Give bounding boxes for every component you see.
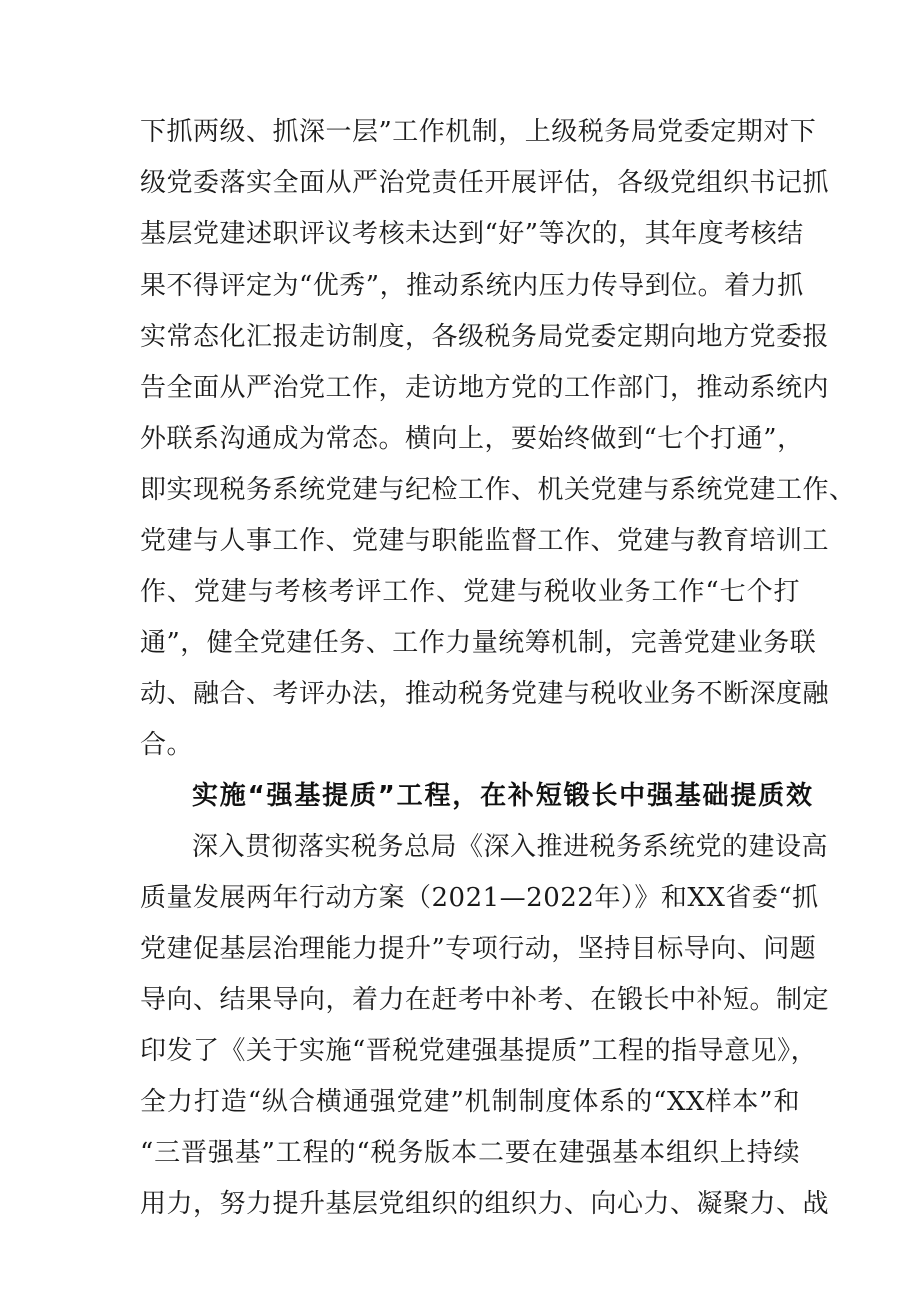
paragraph-1-line-10: 作、党建与考核考评工作、党建与税收业务工作“七个打 <box>140 577 800 607</box>
paragraph-1-line-4: 果不得评定为“优秀”，推动系统内压力传导到位。着力抓 <box>140 271 804 301</box>
paragraph-1-line-11: 通”，健全党建任务、工作力量统筹机制，完善党建业务联 <box>140 628 817 658</box>
paragraph-2-line-1: 深入贯彻落实税务总局《深入推进税务系统党的建设高 <box>192 832 829 862</box>
paragraph-1-line-8: 即实现税务系统党建与纪检工作、机关党建与系统党建工作、 <box>140 475 856 505</box>
paragraph-1-line-3: 基层党建述职评议考核未达到“好”等次的，其年度考核结 <box>140 219 804 249</box>
paragraph-2-line-4: 导向、结果导向，着力在赶考中补考、在锻长中补短。制定 <box>140 985 830 1015</box>
paragraph-1-line-9: 党建与人事工作、党建与职能监督工作、党建与教育培训工 <box>140 526 830 556</box>
section-heading: 实施“强基提质”工程，在补短锻长中强基础提质效 <box>192 781 812 811</box>
paragraph-2-line-5: 印发了《关于实施“晋税党建强基提质”工程的指导意见》， <box>140 1036 818 1066</box>
paragraph-1-line-2: 级党委落实全面从严治党责任开展评估，各级党组织书记抓 <box>140 168 830 198</box>
paragraph-1-line-12: 动、融合、考评办法，推动税务党建与税收业务不断深度融 <box>140 679 830 709</box>
paragraph-1-line-7: 外联系沟通成为常态。横向上，要始终做到“七个打通”， <box>140 424 804 454</box>
paragraph-2-line-8: 用力，努力提升基层党组织的组织力、向心力、凝聚力、战 <box>140 1189 830 1219</box>
paragraph-2-line-6: 全力打造“纵合横通强党建”机制制度体系的“XX样本”和 <box>140 1087 800 1117</box>
paragraph-1-line-1: 下抓两级、抓深一层”工作机制，上级税务局党委定期对下 <box>140 117 817 147</box>
paragraph-1-line-6: 告全面从严治党工作，走访地方党的工作部门，推动系统内 <box>140 373 830 403</box>
paragraph-1-line-13: 合。 <box>140 730 194 760</box>
paragraph-2-line-2: 质量发展两年行动方案（2021—2022年）》和XX省委“抓 <box>140 883 819 913</box>
paragraph-2-line-3: 党建促基层治理能力提升”专项行动，坚持目标导向、问题 <box>140 934 817 964</box>
paragraph-1-line-5: 实常态化汇报走访制度，各级税务局党委定期向地方党委报 <box>140 322 830 352</box>
paragraph-2-line-7: “三晋强基”工程的“税务版本二要在建强基本组织上持续 <box>140 1138 800 1168</box>
